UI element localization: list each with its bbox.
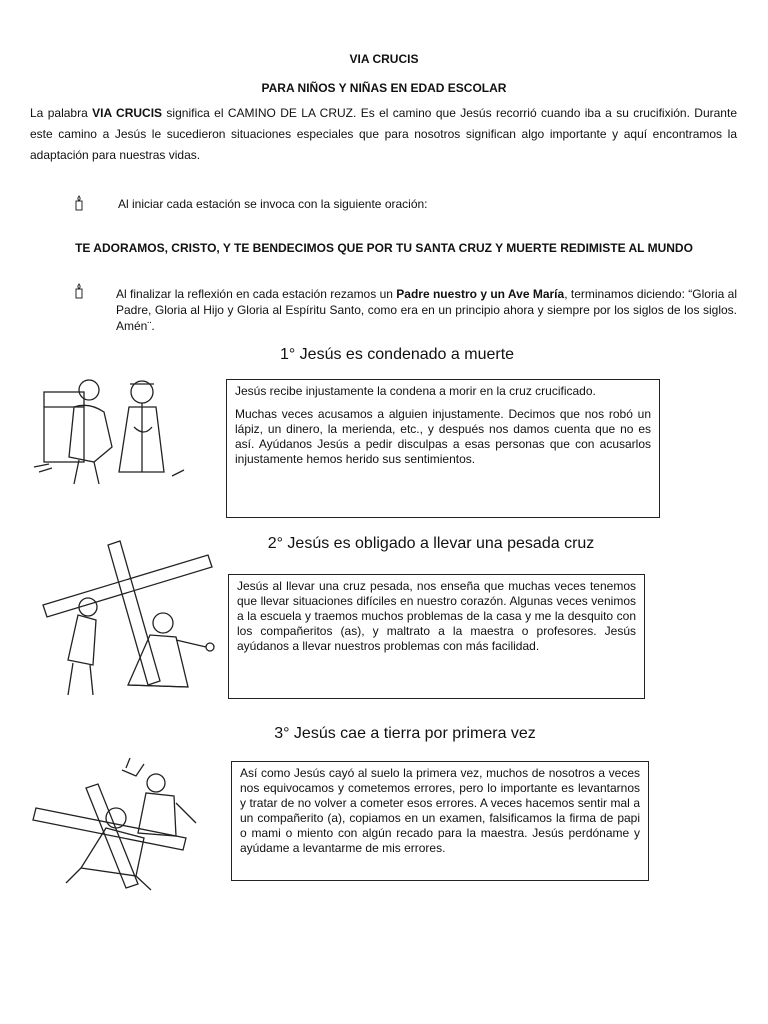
station-3-text-1: Así como Jesús cayó al suelo la primera vez, muchos de nosotros a veces nos equivocamos y cometemos errores, pero lo importante es levantarnos y tratar de no volver a cometer esos errores. A veces hacemos sentir mal a un compañerito (a), copiamos en un examen, falsificamos la firma de papi o mami o miento con algún recado para la maestra. Jesús perdóname y ayúdame a levantarme de mis errores. [240,766,640,855]
station-2-illustration [38,545,218,700]
intro-paragraph [30,103,737,166]
candle-icon [74,195,84,211]
closing-text-bold: Padre nuestro y un Ave María [396,287,565,301]
intro-text-bold: VIA CRUCIS [92,106,163,120]
closing-text-c: , terminamos diciendo: “Gloria al Padre, Gloria al Hijo y Gloria al Espíritu Santo, como era en un principio ahora y siempre por los siglos de los siglos. Amén¨. [116,287,737,333]
page-title: VIA CRUCIS [349,52,419,66]
station-1-title: 1° Jesús es condenado a muerte [279,346,515,363]
station-1-text-2: Muchas veces acusamos a alguien injustamente. Decimos que nos robó un lápiz, un dinero, la merienda, etc., y después nos damos cuenta que no es así. Ayúdanos Jesús a pedir disculpas a esas personas que con acusarlos injustamente hemos herido sus sentimientos. [235,407,651,466]
station-2-box [228,574,645,699]
closing-text-a: Al finalizar la reflexión en cada estación rezamos un [116,287,397,301]
intro-text-a: La palabra [30,106,93,120]
station-2-title: 2° Jesús es obligado a llevar una pesada cruz [267,535,595,552]
station-3-illustration [26,758,198,896]
candle-icon [74,283,84,299]
station-3-title: 3° Jesús cae a tierra por primera vez [274,725,536,742]
station-1-illustration [34,372,212,490]
page-subtitle: PARA NIÑOS Y NIÑAS EN EDAD ESCOLAR [261,81,507,95]
bullet-closing-text [116,286,737,334]
station-3-box [231,761,649,881]
station-1-text-1: Jesús recibe injustamente la condena a morir en la cruz crucificado. [235,384,596,398]
prayer-text: TE ADORAMOS, CRISTO, Y TE BENDECIMOS QUE POR TU SANTA CRUZ Y MUERTE REDIMISTE AL MUNDO [75,241,693,255]
station-2-text-1: Jesús al llevar una cruz pesada, nos enseña que muchas veces tenemos que llevar situaciones difíciles en nuestro corazón. Algunas veces venimos a la escuela y traemos muchos problemas de la casa y me la desquito con los compañeritos (as), y maltrato a la maestra o profesores. Jesús ayúdanos a llevar nuestros problemas con más facilidad. [237,579,636,653]
station-1-box [226,379,660,518]
intro-text-c: significa el CAMINO DE LA CRUZ. Es el camino que Jesús recorrió cuando iba a su crucifixión. Durante este camino a Jesús le sucedieron situaciones especiales que para nosotros significan algo importante y aquí encontramos la adaptación para nuestras vidas. [30,106,737,162]
bullet-invocation-text: Al iniciar cada estación se invoca con la siguiente oración: [118,197,428,211]
